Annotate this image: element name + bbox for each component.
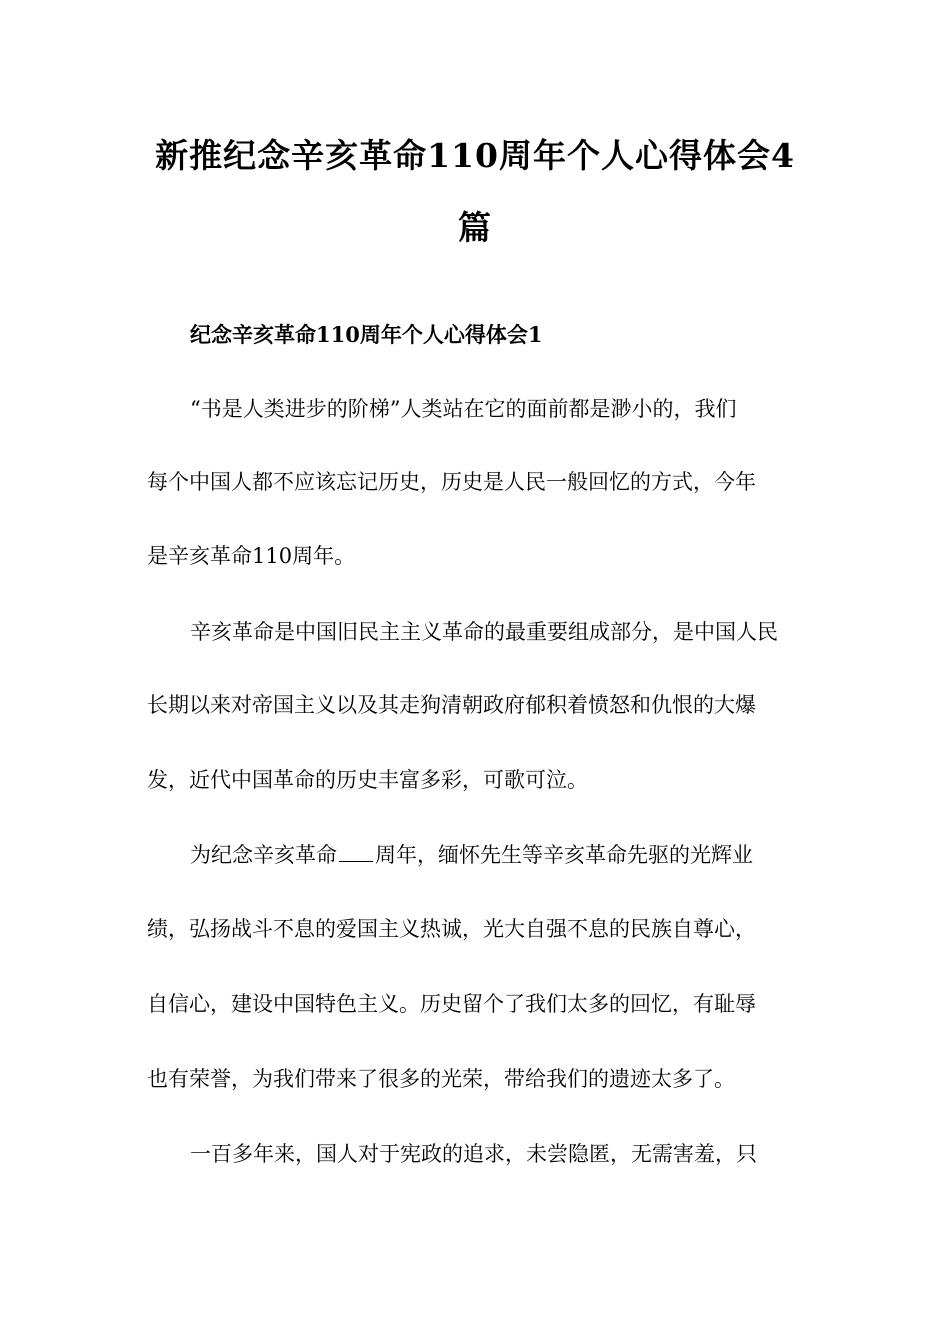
title-line-2: 篇 [458,208,492,247]
paragraph-line: 发，近代中国革命的历史丰富多彩，可歌可泣。 [147,768,588,792]
paragraph-line: 辛亥革命是中国旧民主主义革命的最重要组成部分，是中国人民 [190,620,778,644]
paragraph-line: 每个中国人都不应该忘记历史，历史是人民一般回忆的方式，今年 [147,470,756,494]
paragraph-line: 长期以来对帝国主义以及其走狗清朝政府郁积着愤怒和仇恨的大爆 [147,693,756,717]
line-text-after-blank: 周年，缅怀先生等辛亥革命先驱的光辉业 [375,843,753,867]
title-line-1: 新推纪念辛亥革命110周年个人心得体会4 [155,136,795,175]
paragraph-line: 绩，弘扬战斗不息的爱国主义热诚，光大自强不息的民族自尊心， [147,917,756,941]
line-text-before-blank: 为纪念辛亥革命 [190,843,337,867]
paragraph-line: 也有荣誉，为我们带来了很多的光荣，带给我们的遗迹太多了。 [147,1067,735,1091]
paragraph-line: 自信心，建设中国特色主义。历史留个了我们太多的回忆，有耻辱 [147,992,756,1016]
paragraph-line: 一百多年来，国人对于宪政的追求，未尝隐匿，无需害羞，只 [190,1142,757,1166]
fill-in-blank [339,843,373,862]
paragraph-line: 是辛亥革命110周年。 [147,544,356,568]
document-title [140,120,810,264]
paragraph-line: “书是人类进步的阶梯”人类站在它的面前都是渺小的，我们 [190,397,737,421]
paragraph-line [190,840,807,870]
section-heading: 纪念辛亥革命110周年个人心得体会1 [190,322,543,347]
